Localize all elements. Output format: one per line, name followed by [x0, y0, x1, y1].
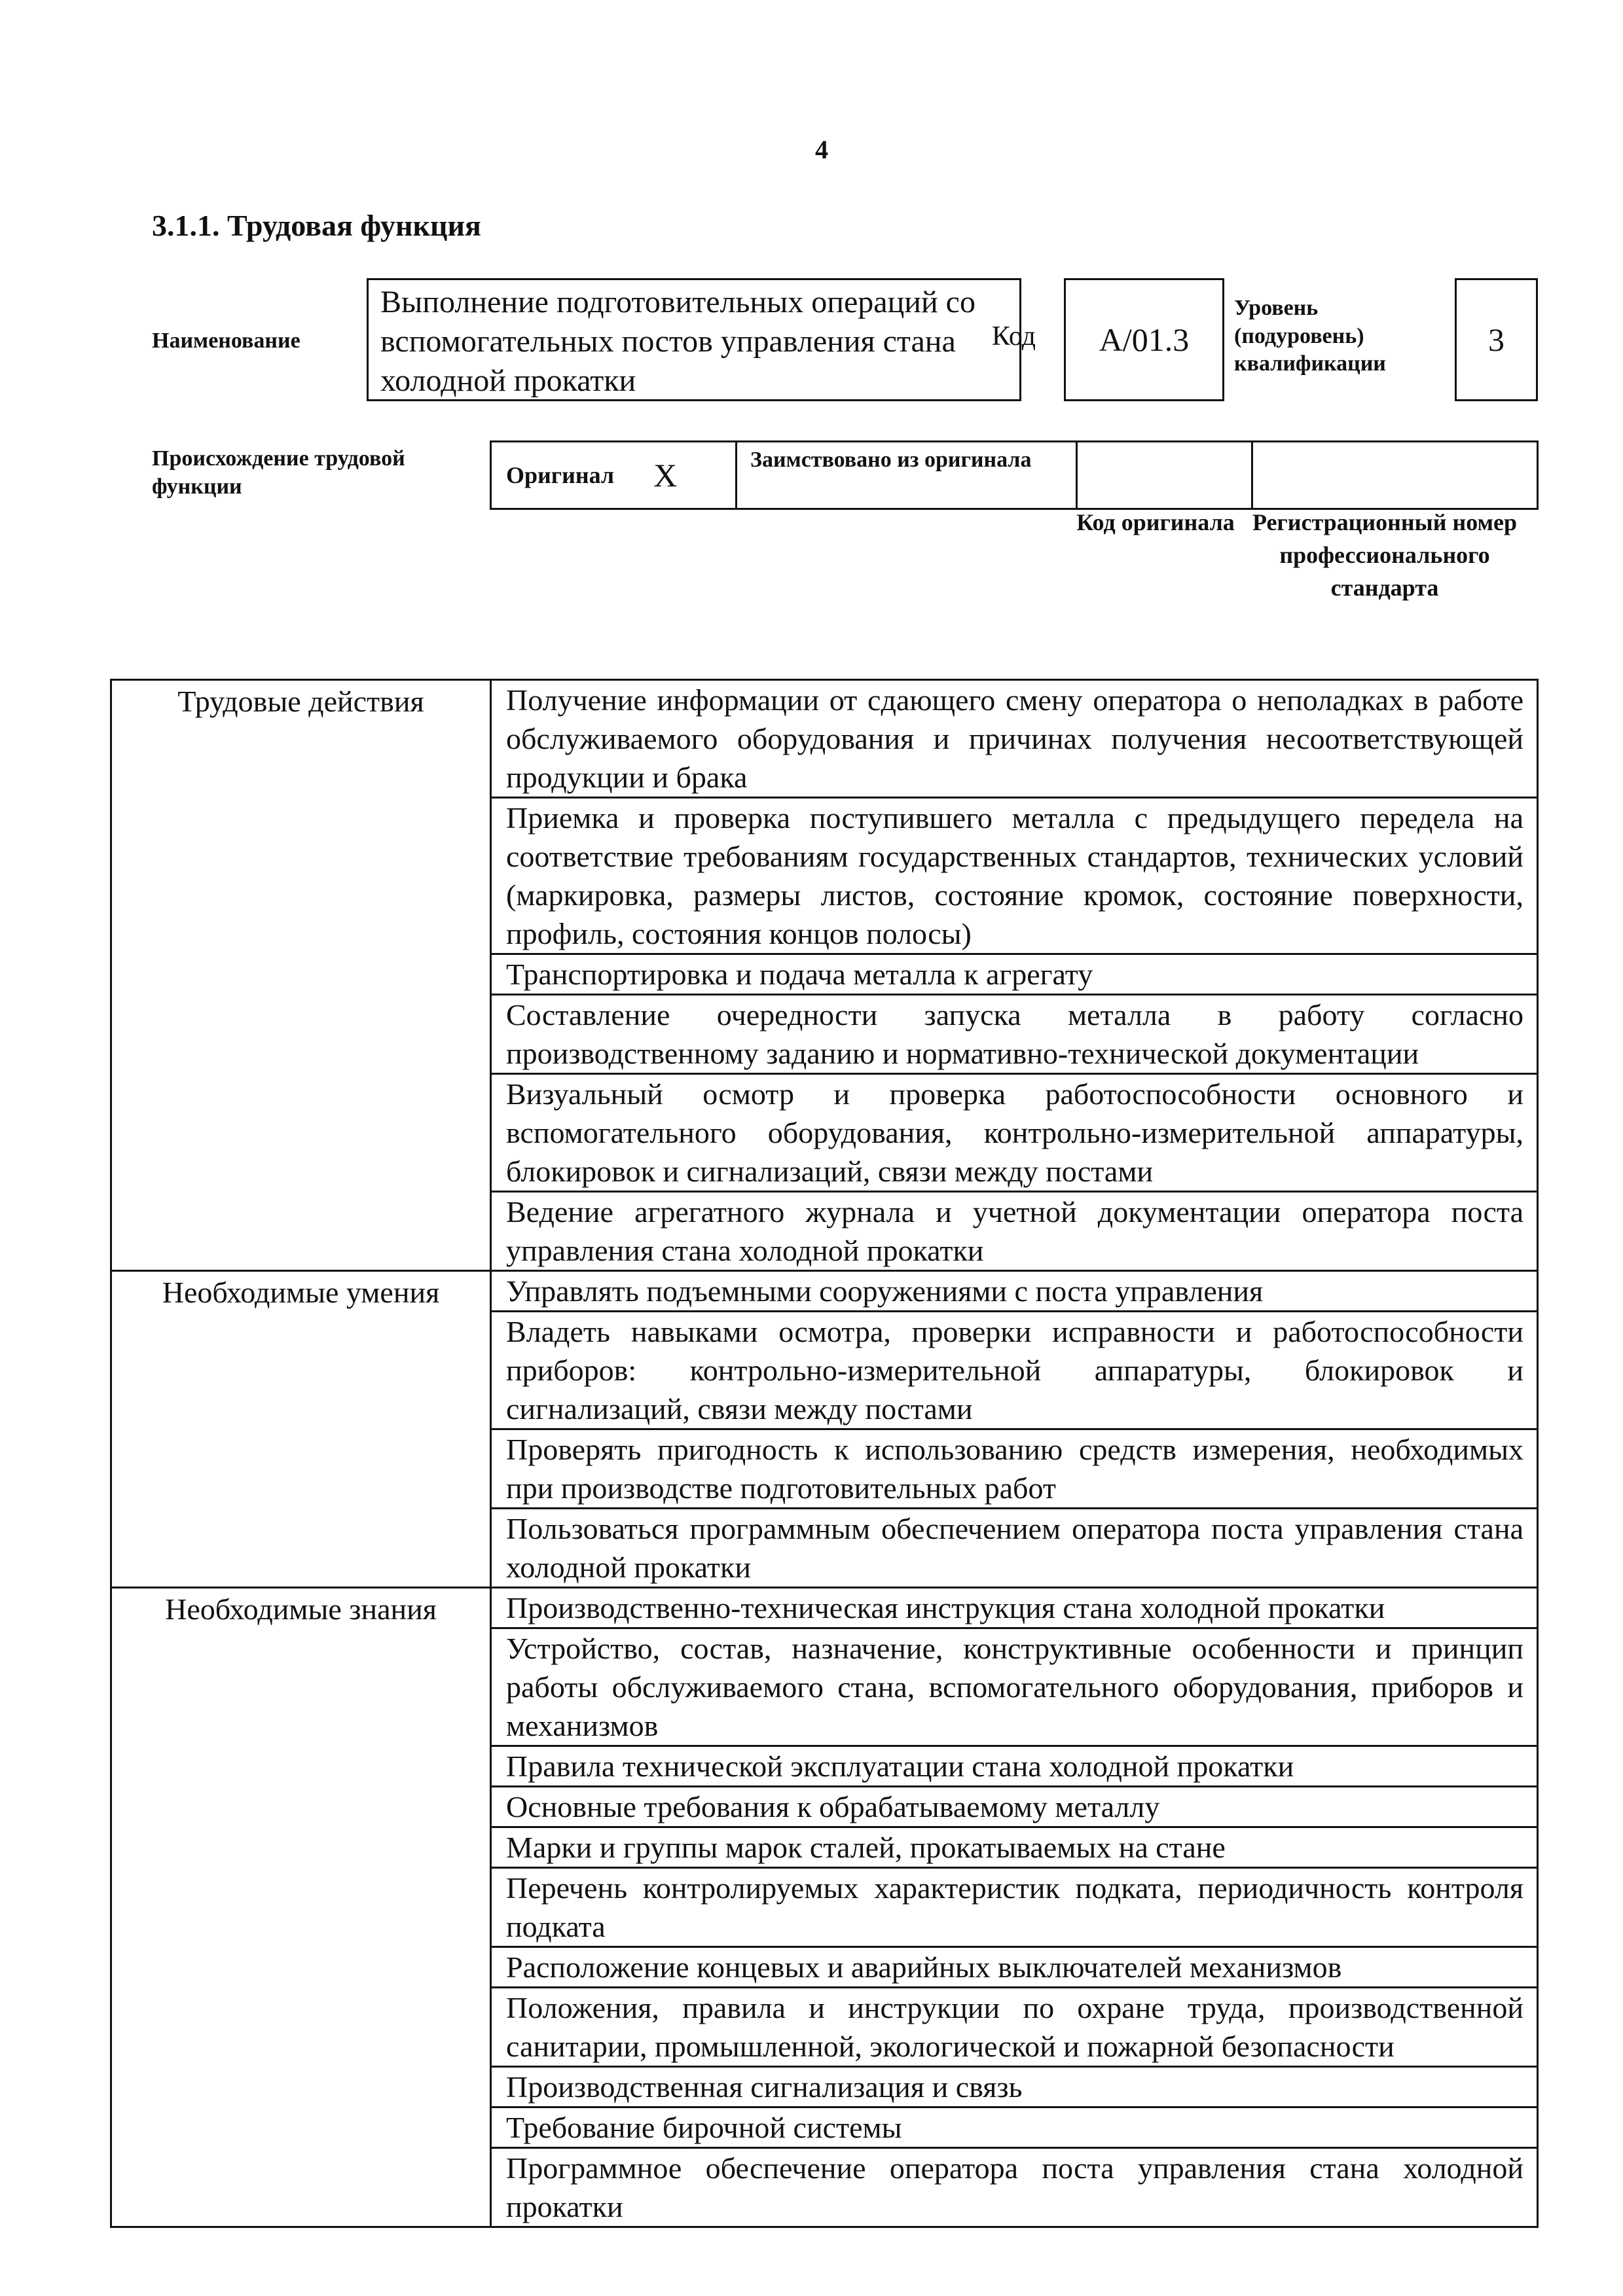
- list-item: Программное обеспечение оператора поста управления стана холодной прокатки: [491, 2148, 1538, 2227]
- table-row: [111, 1271, 1538, 1312]
- table-row: [111, 680, 1538, 798]
- original-cell: [492, 442, 737, 508]
- qualification-level-field: 3: [1455, 278, 1538, 401]
- original-mark: X: [653, 457, 678, 493]
- list-item: Получение информации от сдающего смену оператора о неполадках в работе обслуживаемого оборудования и причинах получения несоответствующей продукции и брака: [491, 680, 1538, 798]
- list-item: Управлять подъемными сооружениями с поста управления: [491, 1271, 1538, 1312]
- section-heading: Необходимые умения: [111, 1271, 491, 1588]
- list-item: Основные требования к обрабатываемому металлу: [491, 1787, 1538, 1827]
- list-item: Визуальный осмотр и проверка работоспособности основного и вспомогательного оборудования, контрольно-измерительной аппаратуры, блокировок и сигнализаций, связи между постами: [491, 1074, 1538, 1192]
- list-item: Производственная сигнализация и связь: [491, 2067, 1538, 2108]
- list-item: Правила технической эксплуатации стана холодной прокатки: [491, 1746, 1538, 1787]
- function-details-table: [110, 679, 1539, 2228]
- level-label: Уровень (подуровень) квалификации: [1234, 296, 1386, 376]
- registration-number-cell: [1253, 442, 1537, 508]
- page-number: 4: [815, 135, 828, 164]
- list-item: Перечень контролируемых характеристик подката, периодичность контроля подката: [491, 1868, 1538, 1947]
- original-label: Оригинал: [506, 462, 615, 488]
- list-item: Пользоваться программным обеспечением оператора поста управления стана холодной прокатки: [491, 1509, 1538, 1588]
- section-heading: Трудовые действия: [111, 680, 491, 1271]
- list-item: Устройство, состав, назначение, конструктивные особенности и принцип работы обслуживаемого стана, вспомогательного оборудования, приборов и механизмов: [491, 1628, 1538, 1746]
- table-row: [111, 1588, 1538, 1628]
- list-item: Положения, правила и инструкции по охране труда, производственной санитарии, промышленной, экологической и пожарной безопасности: [491, 1988, 1538, 2067]
- origin-table: [490, 440, 1539, 510]
- list-item: Марки и группы марок сталей, прокатываемых на стане: [491, 1827, 1538, 1868]
- list-item: Владеть навыками осмотра, проверки исправности и работоспособности приборов: контрольно-измерительной аппаратуры, блокировок и сигнализаций, связи между постами: [491, 1312, 1538, 1429]
- list-item: Проверять пригодность к использованию средств измерения, необходимых при производстве подготовительных работ: [491, 1429, 1538, 1509]
- code-label: Код: [991, 321, 1036, 351]
- name-label: Наименование: [152, 329, 301, 353]
- caption-registration-number: Регистрационный номер профессионального стандарта: [1252, 509, 1518, 601]
- original-code-cell: [1078, 442, 1253, 508]
- list-item: Составление очередности запуска металла в работу согласно производственному заданию и нормативно-технической документации: [491, 995, 1538, 1074]
- origin-label: Происхождение трудовой функции: [152, 446, 405, 499]
- caption-original-code: Код оригинала: [1076, 509, 1235, 535]
- list-item: Производственно-техническая инструкция стана холодной прокатки: [491, 1588, 1538, 1628]
- list-item: Требование бирочной системы: [491, 2108, 1538, 2148]
- section-heading: Необходимые знания: [111, 1588, 491, 2227]
- section-title: 3.1.1. Трудовая функция: [152, 209, 481, 242]
- list-item: Приемка и проверка поступившего металла с предыдущего передела на соответствие требованиям государственных стандартов, технических условий (маркировка, размеры листов, состояние кромок, состояние поверхности, профиль, состояния концов полосы): [491, 798, 1538, 954]
- borrowed-label: Заимствовано из оригинала: [737, 442, 1078, 508]
- list-item: Ведение агрегатного журнала и учетной документации оператора поста управления стана холодной прокатки: [491, 1192, 1538, 1271]
- list-item: Расположение концевых и аварийных выключателей механизмов: [491, 1947, 1538, 1988]
- function-code-field: А/01.3: [1064, 278, 1224, 401]
- list-item: Транспортировка и подача металла к агрегату: [491, 954, 1538, 995]
- function-name-field: Выполнение подготовительных операций со вспомогательных постов управления стана холодной прокатки: [367, 278, 1021, 401]
